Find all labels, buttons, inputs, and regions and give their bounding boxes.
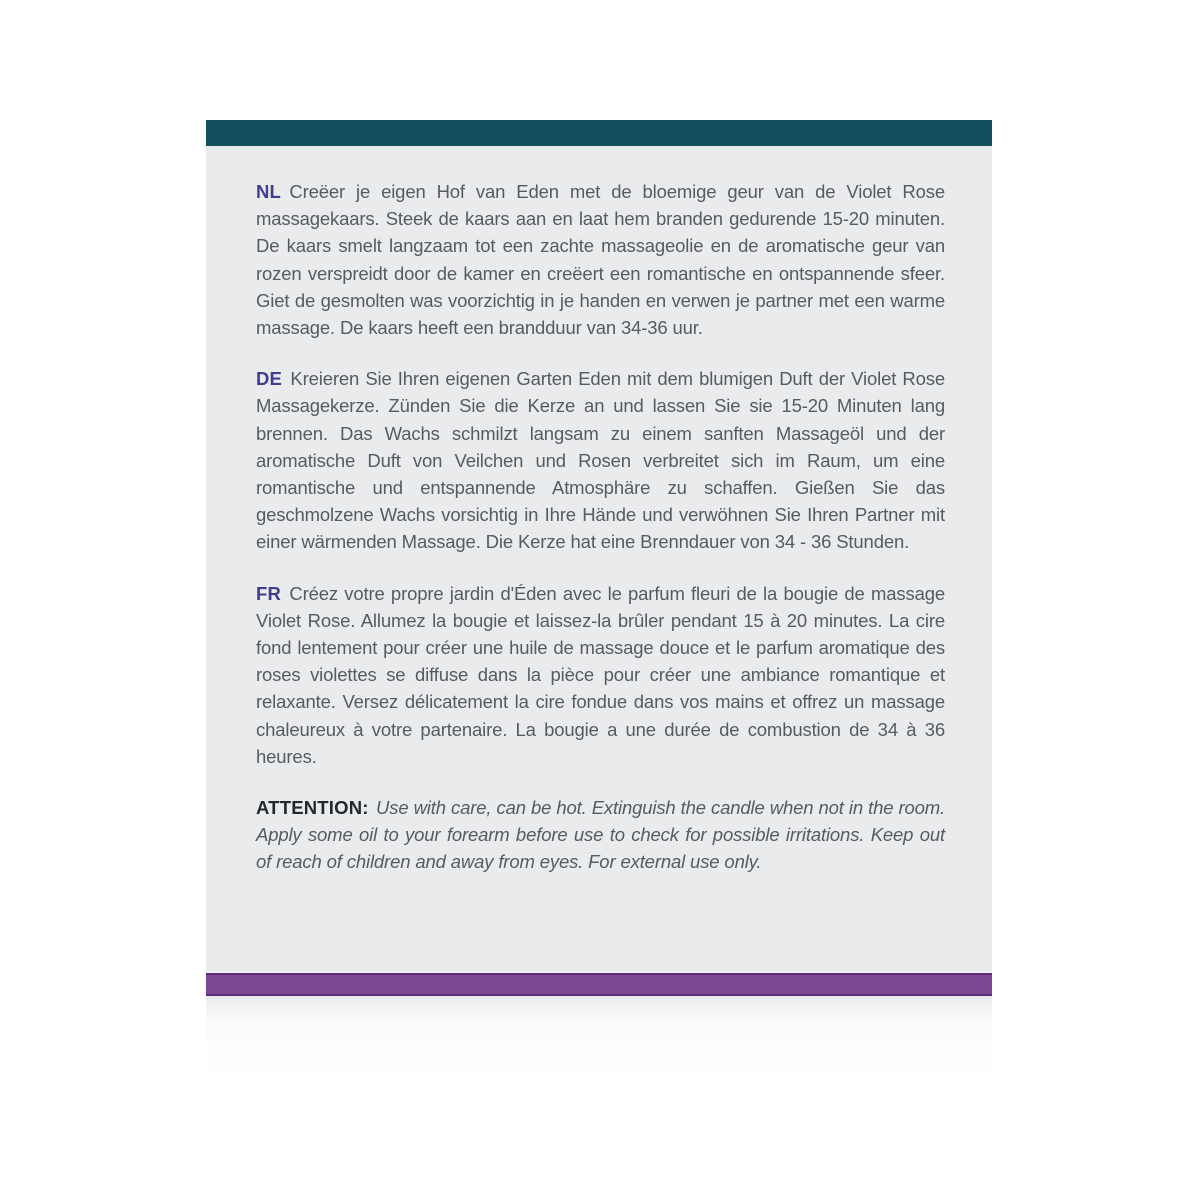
panel-reflection <box>206 996 992 1106</box>
language-label-nl: NL <box>256 181 282 202</box>
attention-label: ATTENTION: <box>256 797 369 819</box>
language-label-de: DE <box>256 368 283 390</box>
paragraph-de <box>256 365 945 555</box>
label-text-area <box>206 146 992 973</box>
attention-text: Use with care, can be hot. Extinguish the candle when not in the room. Apply some oil to your forearm before use to check for possible irritations. Keep out of reach of children and away from eyes. For external use only. <box>256 797 945 873</box>
bottom-purple-bar <box>206 973 992 996</box>
language-label-fr: FR <box>256 582 282 604</box>
paragraph-attention <box>256 794 945 876</box>
paragraph-nl-text: Creëer je eigen Hof van Eden met de bloemige geur van de Violet Rose massagekaars. Steek de kaars aan en laat hem branden gedurende 15-20 minuten. De kaars smelt langzaam tot een zachte massageolie en de aromatische geur van rozen verspreidt door de kamer en creëert een romantische en ontspannende sfeer. Giet de gesmolten was voorzichtig in je handen en verwen je partner met een warme massage. De kaars heeft een brandduur van 34-36 uur. <box>256 181 945 339</box>
paragraph-de-text: Kreieren Sie Ihren eigenen Garten Eden mit dem blumigen Duft der Violet Rose Massagekerze. Zünden Sie die Kerze an und lassen Sie sie 15-20 Minuten lang brennen. Das Wachs schmilzt langsam zu einem sanften Massageöl und der aromatische Duft von Veilchen und Rosen verbreitet sich im Raum, um eine romantische und entspannende Atmosphäre zu schaffen. Gießen Sie das geschmolzene Wachs vorsichtig in Ihre Hände und verwöhnen Sie Ihren Partner mit einer wärmenden Massage. Die Kerze hat eine Brenndauer von 34 - 36 Stunden. <box>256 368 945 553</box>
paragraph-fr <box>256 580 945 770</box>
top-teal-bar <box>206 120 992 146</box>
paragraph-fr-text: Créez votre propre jardin d'Éden avec le parfum fleuri de la bougie de massage Violet Rose. Allumez la bougie et laissez-la brûler pendant 15 à 20 minutes. La cire fond lentement pour créer une huile de massage douce et le parfum aromatique des roses violettes se diffuse dans la pièce pour créer une ambiance romantique et relaxante. Versez délicatement la cire fondue dans vos mains et offrez un massage chaleureux à votre partenaire. La bougie a une durée de combustion de 34 à 36 heures. <box>256 582 945 767</box>
paragraph-nl <box>256 178 945 341</box>
product-label-panel <box>206 120 992 1106</box>
